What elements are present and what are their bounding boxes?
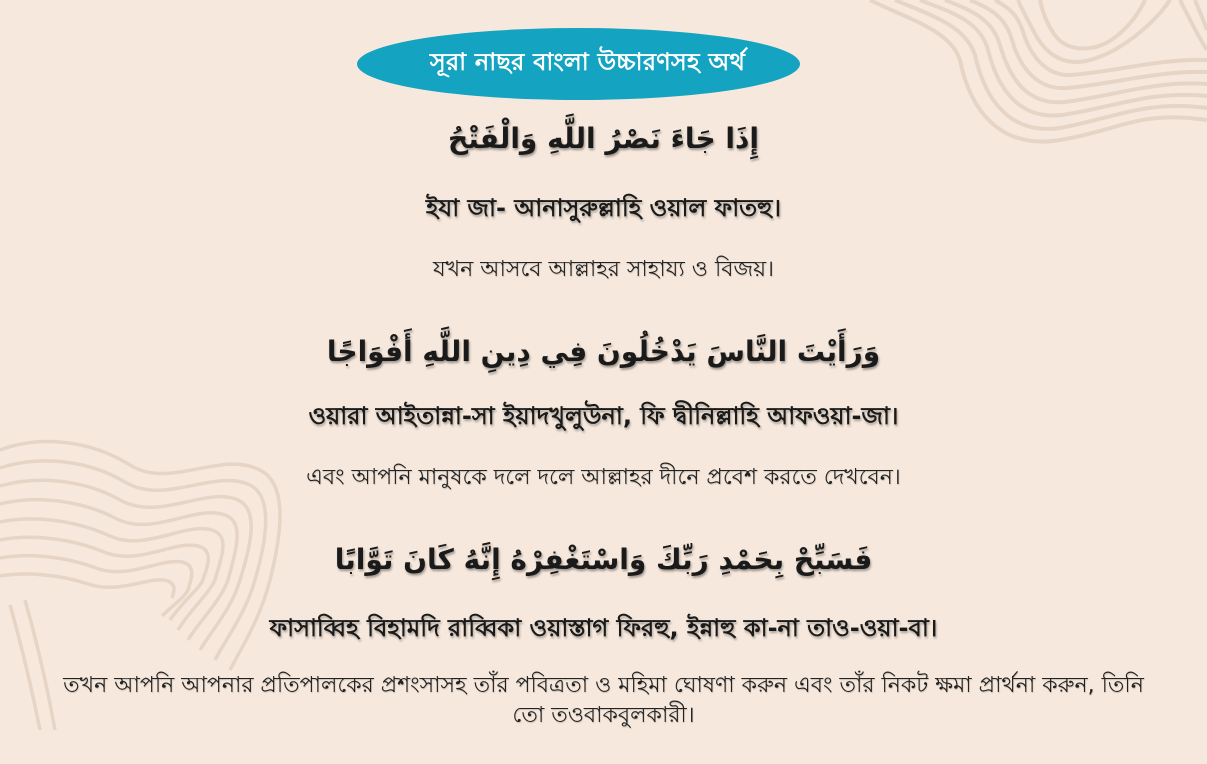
verse-1-arabic: إِذَا جَاءَ نَصْرُ اللَّهِ وَالْفَتْحُ [448,122,759,155]
verse-3-meaning: তখন আপনি আপনার প্রতিপালকের প্রশংসাসহ তাঁর পবিত্রতা ও মহিমা ঘোষণা করুন এবং তাঁর নিকট ক্ষমা প্রার্থনা করুন, তিনি তো তওবাকবুলকারী। [63,673,1144,728]
verse-2-arabic: وَرَأَيْتَ النَّاسَ يَدْخُلُونَ فِي دِينِ اللَّهِ أَفْوَاجًا [326,335,881,368]
verse-2-meaning: এবং আপনি মানুষকে দলে দলে আল্লাহর দীনে প্রবেশ করতে দেখবেন। [306,465,901,490]
page-title: সূরা নাছর বাংলা উচ্চারণসহ অর্থ [429,48,746,76]
verse-1-meaning: যখন আসবে আল্লাহর সাহায্য ও বিজয়। [433,257,774,282]
verse-3-arabic: فَسَبِّحْ بِحَمْدِ رَبِّكَ وَاسْتَغْفِرْهُ إِنَّهُ كَانَ تَوَّابًا [334,543,873,576]
verse-2-transliteration: ওয়ারা আইতান্না-সা ইয়াদখুলুউনা, ফি দ্বীনিল্লাহি আফওয়া-জা। [308,402,899,430]
title-banner [357,28,800,100]
verse-1-transliteration: ইযা জা- আনাসুরুল্লাহি ওয়াল ফাতহু। [425,194,782,222]
verse-3-transliteration: ফাসাব্বিহ বিহামদি রাব্বিকা ওয়াস্তাগ ফিরহু, ইন্নাহু কা-না তাও-ওয়া-বা। [269,614,938,642]
